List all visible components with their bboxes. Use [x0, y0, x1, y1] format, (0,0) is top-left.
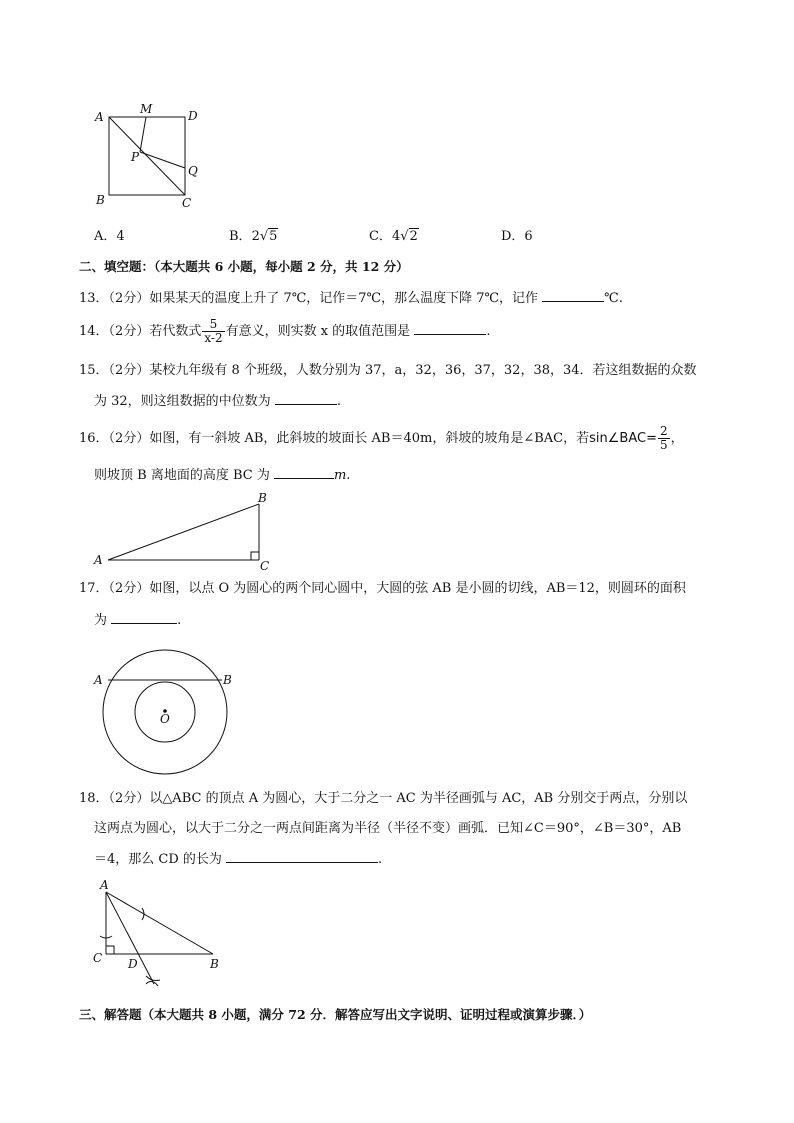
- segment-mp: [140, 117, 146, 152]
- choice-c: C．4√2: [369, 229, 418, 244]
- q13-text: 13．（2分）如果某天的温度上升了 7℃，记作＝7℃，那么温度下降 7℃，记作: [79, 291, 539, 306]
- figure-concentric-circles: [88, 636, 248, 786]
- label-d: D: [188, 109, 198, 123]
- question-17-line1: 17．（2分）如图，以点 O 为圆心的两个同心圆中，大圆的弦 AB 是小圆的切线，AB＝12，则圆环的面积: [79, 581, 686, 596]
- q13-answer-blank[interactable]: [542, 289, 604, 302]
- question-15-line1: 15．（2分）某校九年级有 8 个班级，人数分别为 37，a，32，36，37，32，38，34．若这组数据的众数: [79, 363, 697, 378]
- q14-suffix: .: [486, 324, 491, 339]
- label-b: B: [223, 673, 232, 687]
- section-3-heading: 三、解答题（本大题共 8 小题，满分 72 分．解答应写出文字说明、证明过程或演算步骤．）: [79, 1007, 592, 1022]
- q15-suffix: .: [336, 394, 341, 409]
- q16-frac-den: 5: [659, 438, 668, 452]
- label-o: O: [160, 712, 170, 726]
- section-2-heading: 二、填空题：（本大题共 6 小题，每小题 2 分，共 12 分）: [79, 259, 409, 274]
- label-a: A: [94, 553, 103, 567]
- label-q: Q: [188, 164, 198, 178]
- label-m: M: [140, 102, 153, 116]
- choice-a: A．4: [94, 229, 125, 244]
- diagonal-ac: [109, 117, 185, 195]
- choice-b-coef: 2: [251, 229, 260, 244]
- choice-d: D．6: [501, 229, 533, 244]
- q14-frac-den: x-2: [204, 331, 223, 345]
- right-angle-mark: [106, 946, 114, 954]
- choice-c-radicand: 2: [409, 229, 418, 244]
- arc-intersect-1: [146, 976, 160, 981]
- label-a: A: [95, 110, 104, 124]
- label-b: B: [96, 193, 105, 207]
- question-16-line2: [94, 466, 350, 485]
- q16-frac-num: 2: [659, 424, 668, 438]
- choice-c-prefix: C．: [369, 229, 392, 244]
- question-14: [79, 318, 490, 345]
- q14-frac-num: 5: [202, 318, 224, 332]
- q14-answer-blank[interactable]: [414, 322, 486, 335]
- question-16-line1: [79, 425, 684, 452]
- right-angle-mark: [251, 552, 259, 560]
- q14-prefix: 14．（2分）若代数式: [79, 324, 202, 339]
- figure-bisector-triangle: [88, 876, 238, 994]
- question-15-line2: [94, 392, 341, 411]
- q14-mid: 有意义，则实数 x 的取值范围是: [225, 324, 411, 339]
- label-c: C: [93, 951, 103, 965]
- choice-b-radicand: 5: [269, 229, 278, 244]
- q16-fraction: [658, 425, 670, 452]
- q16-line1-text: 16．（2分）如图，有一斜坡 AB，此斜坡的坡面长 AB＝40m，斜坡的坡角是∠BAC，若: [79, 431, 590, 446]
- q16-sin-text: sin∠BAC=: [589, 431, 657, 446]
- label-a: A: [94, 673, 103, 687]
- choice-b: B．2√5: [229, 229, 278, 244]
- q17-suffix: .: [177, 613, 182, 628]
- question-17-line2: [94, 611, 181, 630]
- question-18-line3: [94, 850, 382, 869]
- q16-suffix: m.: [333, 468, 351, 483]
- figure-slope-triangle: [88, 490, 288, 572]
- q16-answer-blank[interactable]: [274, 466, 334, 479]
- q13-suffix: ℃.: [604, 291, 623, 306]
- q17-answer-blank[interactable]: [111, 611, 177, 624]
- q16-line1-end: ，: [670, 431, 684, 446]
- q16-line2-text: 则坡顶 B 离地面的高度 BC 为: [94, 468, 270, 483]
- label-d: D: [128, 957, 138, 971]
- question-13: [79, 289, 623, 308]
- question-18-line1: 18．（2分）以△ABC 的顶点 A 为圆心，大于二分之一 AC 为半径画弧与 AC，AB 分别交于两点，分别以: [79, 791, 688, 806]
- choice-b-prefix: B．: [229, 229, 252, 244]
- question-18-line2: 这两点为圆心，以大于二分之一两点间距离为半径（半径不变）画弧．已知∠C＝90°，∠B＝30°，AB: [94, 821, 682, 836]
- q18-line3-text: ＝4，那么 CD 的长为: [94, 852, 222, 867]
- side-ab: [108, 504, 259, 560]
- q18-suffix: .: [378, 852, 383, 867]
- segment-pq: [140, 152, 185, 168]
- q17-line2-text: 为: [94, 613, 108, 628]
- q15-line2-text: 为 32，则这组数据的中位数为: [94, 394, 271, 409]
- label-c: C: [182, 196, 192, 210]
- label-b: B: [258, 491, 267, 505]
- arc-intersect-2: [146, 981, 158, 986]
- figure-square-diagram: [88, 100, 218, 212]
- choice-c-coef: 4: [391, 229, 401, 244]
- label-a: A: [100, 878, 109, 892]
- label-p: P: [131, 150, 140, 164]
- label-c: C: [260, 559, 270, 572]
- q14-fraction: [202, 318, 224, 345]
- q15-answer-blank[interactable]: [275, 392, 337, 405]
- q18-answer-blank[interactable]: [226, 850, 378, 863]
- label-b: B: [210, 957, 219, 971]
